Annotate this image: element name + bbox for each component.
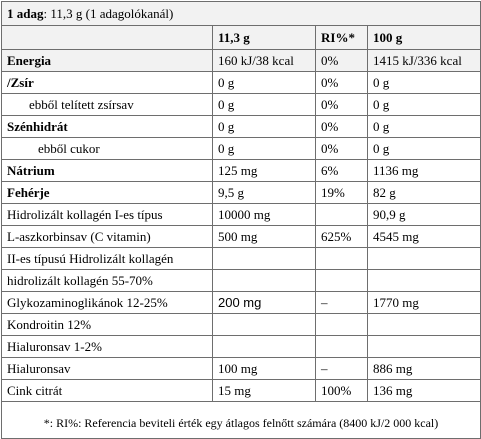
table-row	[2, 182, 481, 204]
table-row	[2, 380, 481, 402]
row-ri	[316, 270, 368, 292]
row-name: Cink citrát	[2, 380, 213, 402]
header-cell-serving: 11,3 g	[213, 26, 316, 50]
row-value-serving: 125 mg	[213, 160, 316, 182]
row-value-serving: 15 mg	[213, 380, 316, 402]
row-ri: 0%	[316, 94, 368, 116]
table-row	[2, 160, 481, 182]
row-name: Hialuronsav 1-2%	[2, 336, 213, 358]
row-value-serving: 0 g	[213, 138, 316, 160]
row-ri: –	[316, 358, 368, 380]
row-value-serving: 0 g	[213, 72, 316, 94]
table-row	[2, 314, 481, 336]
row-ri	[316, 248, 368, 270]
row-name: Kondroitin 12%	[2, 314, 213, 336]
serving-cell	[2, 2, 481, 26]
row-name: Nátrium	[2, 160, 213, 182]
header-cell-empty	[2, 26, 213, 50]
row-value-serving	[213, 314, 316, 336]
row-value-serving: 9,5 g	[213, 182, 316, 204]
row-value-serving: 10000 mg	[213, 204, 316, 226]
row-ri: 625%	[316, 226, 368, 248]
row-value-serving: 100 mg	[213, 358, 316, 380]
row-value-serving: 160 kJ/38 kcal	[213, 50, 316, 72]
row-value-100g: 4545 mg	[368, 226, 481, 248]
row-name: Szénhidrát	[2, 116, 213, 138]
table-row	[2, 336, 481, 358]
row-name: ebből cukor	[2, 138, 213, 160]
row-ri: 19%	[316, 182, 368, 204]
row-value-serving: 500 mg	[213, 226, 316, 248]
table-row	[2, 204, 481, 226]
row-value-serving: 0 g	[213, 94, 316, 116]
row-value-100g: 1415 kJ/336 kcal	[368, 50, 481, 72]
row-value-100g: 0 g	[368, 72, 481, 94]
row-value-100g	[368, 270, 481, 292]
row-value-serving: 200 mg	[213, 292, 316, 314]
row-ri	[316, 314, 368, 336]
row-name: hidrolizált kollagén 55-70%	[2, 270, 213, 292]
header-cell-ri: RI%*	[316, 26, 368, 50]
row-ri: 0%	[316, 116, 368, 138]
row-ri: 0%	[316, 72, 368, 94]
row-ri: 6%	[316, 160, 368, 182]
row-value-100g: 1136 mg	[368, 160, 481, 182]
header-cell-100g: 100 g	[368, 26, 481, 50]
row-value-serving	[213, 336, 316, 358]
row-ri: 0%	[316, 50, 368, 72]
row-ri	[316, 336, 368, 358]
row-value-100g: 90,9 g	[368, 204, 481, 226]
nutrition-table	[1, 1, 481, 439]
row-value-serving: 0 g	[213, 116, 316, 138]
row-name: Fehérje	[2, 182, 213, 204]
row-value-100g: 1770 mg	[368, 292, 481, 314]
row-name: L-aszkorbinsav (C vitamin)	[2, 226, 213, 248]
table-row	[2, 94, 481, 116]
serving-row	[2, 2, 481, 26]
row-value-100g: 0 g	[368, 138, 481, 160]
table-row	[2, 292, 481, 314]
row-ri: –	[316, 292, 368, 314]
row-value-100g: 886 mg	[368, 358, 481, 380]
row-value-serving	[213, 270, 316, 292]
row-value-100g	[368, 248, 481, 270]
row-name: Glykozaminoglikánok 12-25%	[2, 292, 213, 314]
footnote-row	[2, 402, 481, 439]
row-name: Hialuronsav	[2, 358, 213, 380]
table-row	[2, 116, 481, 138]
row-ri	[316, 204, 368, 226]
row-ri: 0%	[316, 138, 368, 160]
row-value-100g: 136 mg	[368, 380, 481, 402]
table-row	[2, 72, 481, 94]
footnote-cell	[2, 402, 481, 439]
row-name: II-es típusú Hidrolizált kollagén	[2, 248, 213, 270]
table-row	[2, 358, 481, 380]
table-row	[2, 138, 481, 160]
table-row	[2, 248, 481, 270]
row-value-100g	[368, 314, 481, 336]
row-value-100g: 82 g	[368, 182, 481, 204]
row-name: Hidrolizált kollagén I-es típus	[2, 204, 213, 226]
table-row	[2, 270, 481, 292]
row-value-serving	[213, 248, 316, 270]
serving-label: 1 adag	[7, 5, 44, 21]
row-value-100g	[368, 336, 481, 358]
table-row	[2, 226, 481, 248]
row-name: /Zsír	[2, 72, 213, 94]
row-name: ebből telített zsírsav	[2, 94, 213, 116]
row-value-100g: 0 g	[368, 116, 481, 138]
footnote-text: *: RI%: Referencia beviteli érték egy átlagos felnőtt számára (8400 kJ/2 000 kcal)	[43, 416, 439, 430]
row-name: Energia	[2, 50, 213, 72]
serving-text: : 11,3 g (1 adagolókanál)	[43, 5, 174, 21]
row-value-100g: 0 g	[368, 94, 481, 116]
row-ri: 100%	[316, 380, 368, 402]
table-row	[2, 50, 481, 72]
header-row	[2, 26, 481, 50]
